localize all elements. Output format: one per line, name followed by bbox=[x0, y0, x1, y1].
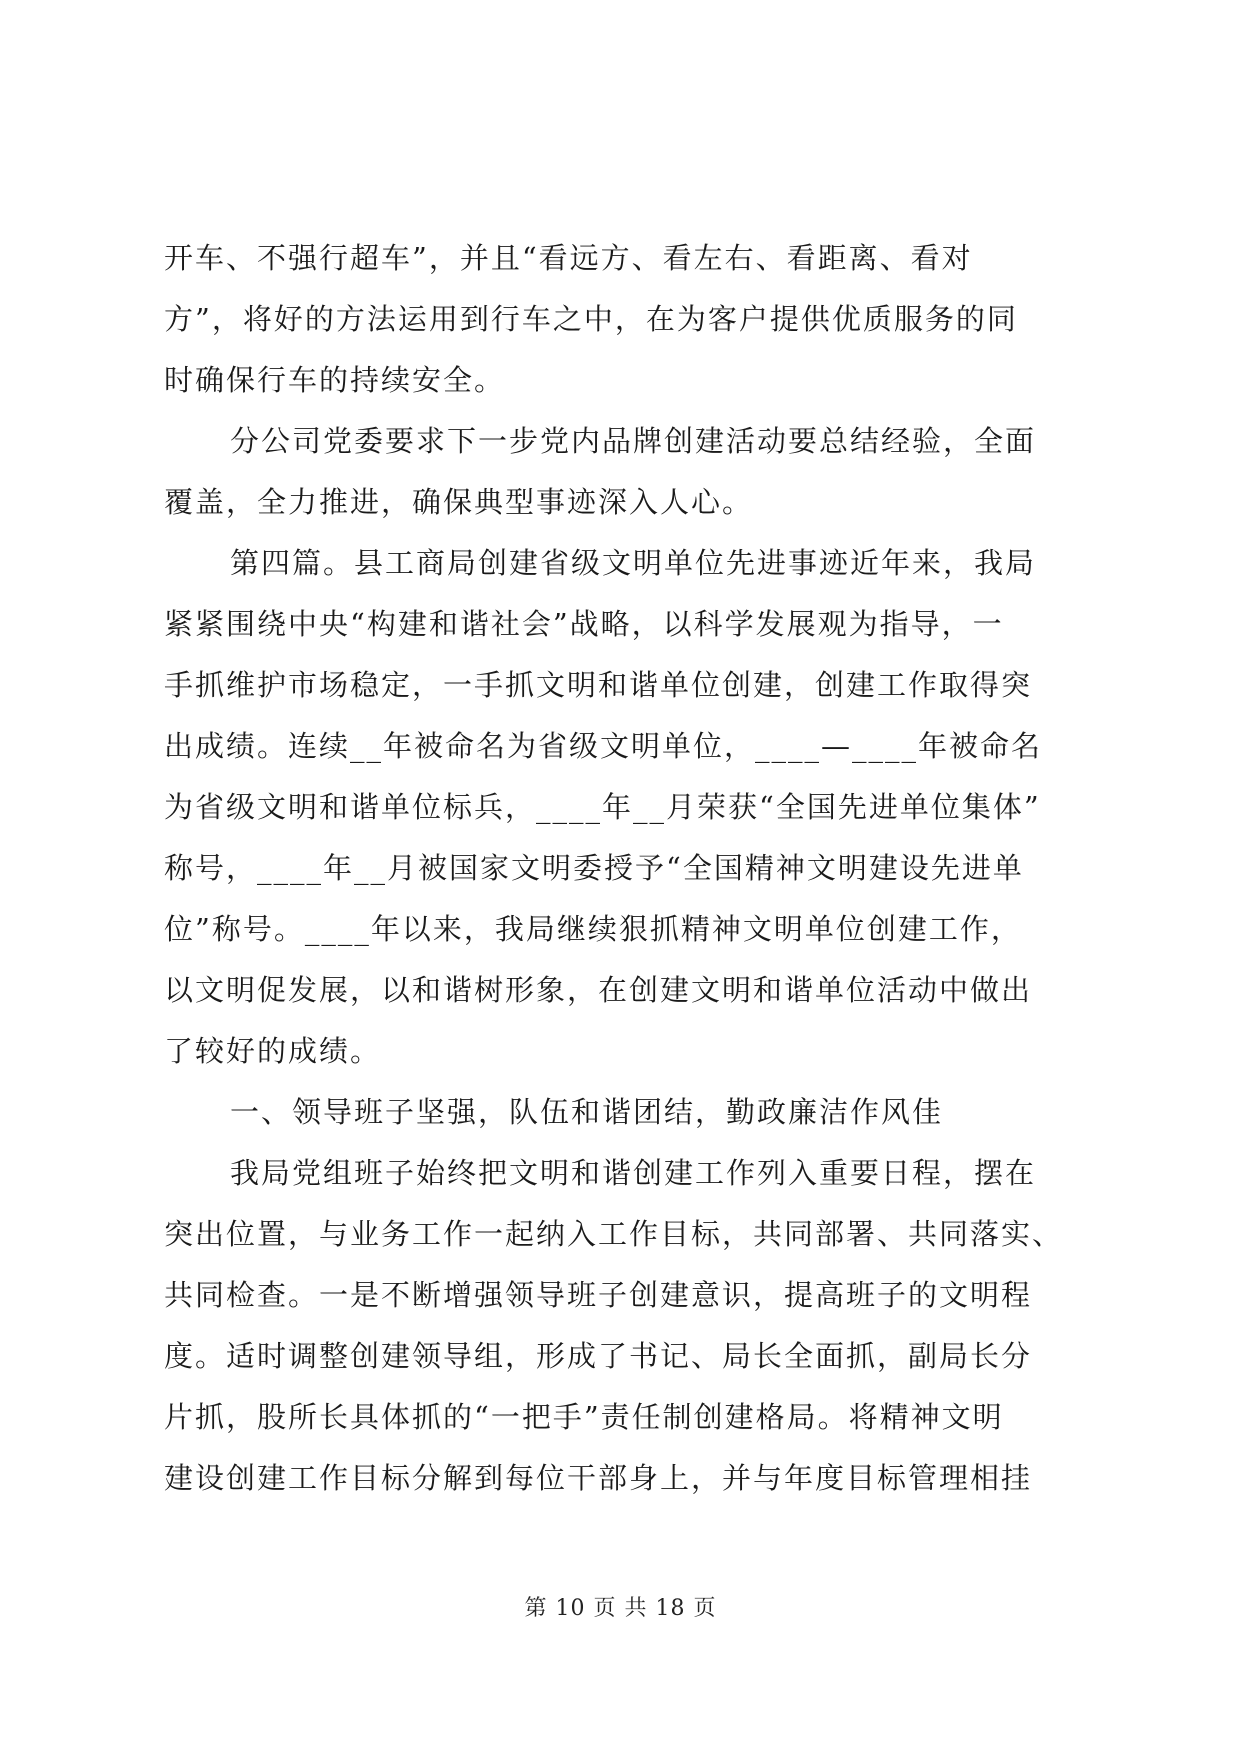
text-line: 出成绩。连续__年被命名为省级文明单位，____—____年被命名 bbox=[164, 729, 1043, 763]
text-line: 突出位置，与业务工作一起纳入工作目标，共同部署、共同落实、 bbox=[164, 1217, 1064, 1251]
text-line: 开车、不强行超车”，并且“看远方、看左右、看距离、看对 bbox=[164, 241, 973, 275]
text-line: 紧紧围绕中央“构建和谐社会”战略，以科学发展观为指导，一 bbox=[164, 607, 1004, 641]
page-number-footer: 第 10 页 共 18 页 bbox=[524, 1596, 717, 1621]
body-text bbox=[164, 228, 1084, 1509]
text-line: 位”称号。____年以来，我局继续狠抓精神文明单位创建工作， bbox=[164, 912, 1022, 946]
text-line: 了较好的成绩。 bbox=[164, 1034, 382, 1068]
text-line: 覆盖，全力推进，确保典型事迹深入人心。 bbox=[164, 485, 754, 519]
text-line: 以文明促发展，以和谐树形象，在创建文明和谐单位活动中做出 bbox=[164, 973, 1033, 1007]
text-line: 片抓，股所长具体抓的“一把手”责任制创建格局。将精神文明 bbox=[164, 1400, 1004, 1434]
text-line: 分公司党委要求下一步党内品牌创建活动要总结经验，全面 bbox=[230, 424, 1037, 458]
text-line: 第四篇。县工商局创建省级文明单位先进事迹近年来，我局 bbox=[230, 546, 1037, 580]
text-line: 度。适时调整创建领导组，形成了书记、局长全面抓，副局长分 bbox=[164, 1339, 1033, 1373]
text-line: 手抓维护市场稳定，一手抓文明和谐单位创建，创建工作取得突 bbox=[164, 668, 1033, 702]
text-line: 我局党组班子始终把文明和谐创建工作列入重要日程，摆在 bbox=[230, 1156, 1037, 1190]
text-line: 称号，____年__月被国家文明委授予“全国精神文明建设先进单 bbox=[164, 851, 1024, 885]
text-line: 方”，将好的方法运用到行车之中，在为客户提供优质服务的同 bbox=[164, 302, 1018, 336]
text-line: 为省级文明和谐单位标兵，____年__月荣获“全国先进单位集体” bbox=[164, 790, 1041, 824]
text-line: 建设创建工作目标分解到每位干部身上，并与年度目标管理相挂 bbox=[164, 1461, 1033, 1495]
section-heading: 一、领导班子坚强，队伍和谐团结，勤政廉洁作风佳 bbox=[230, 1095, 944, 1129]
text-line: 时确保行车的持续安全。 bbox=[164, 363, 506, 397]
text-line: 共同检查。一是不断增强领导班子创建意识，提高班子的文明程 bbox=[164, 1278, 1033, 1312]
